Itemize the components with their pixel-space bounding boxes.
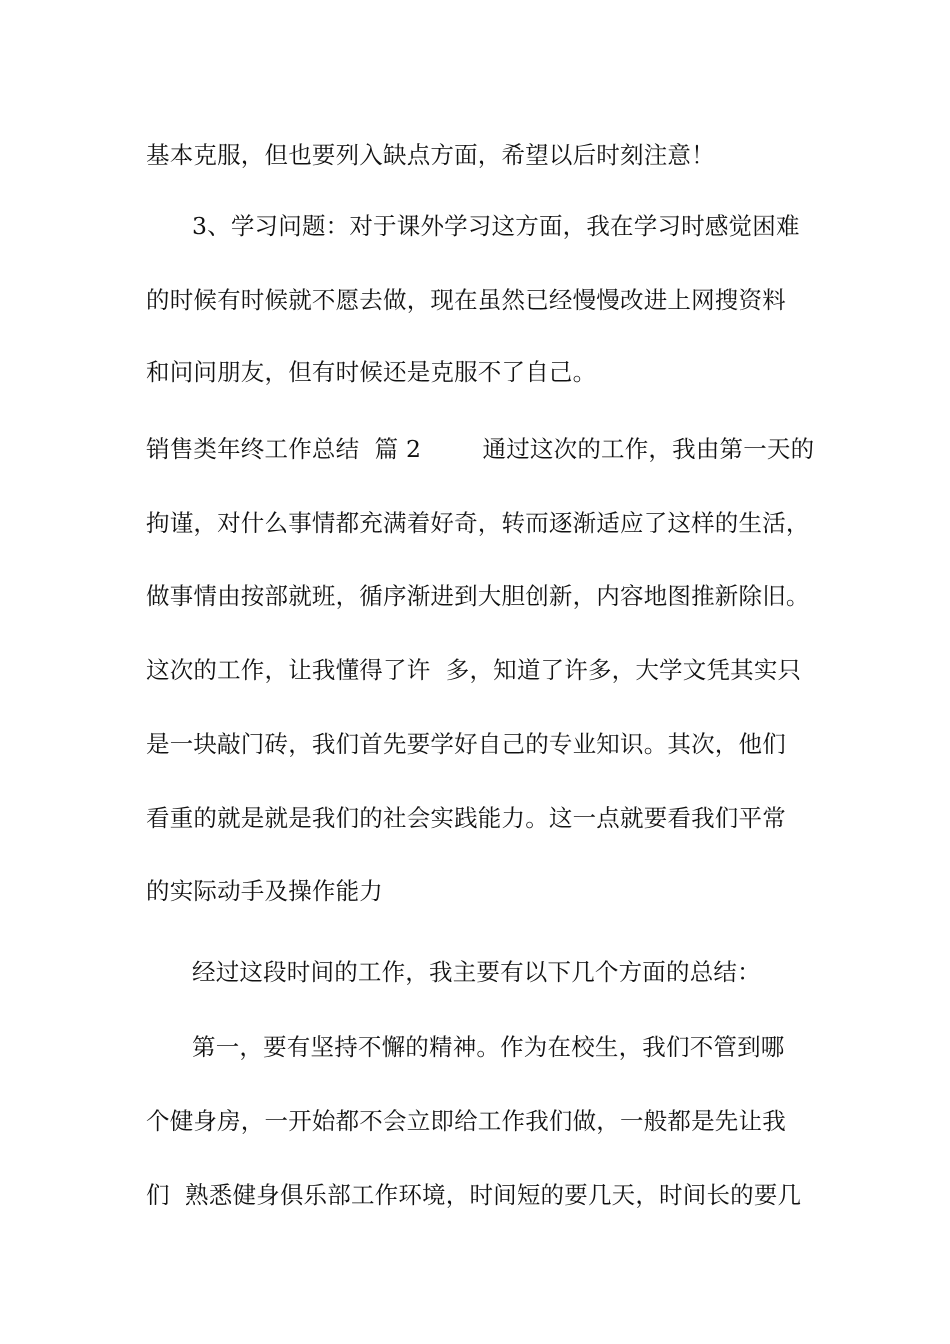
text-line: 这次的工作，让我懂得了许 多，知道了许多，大学文凭其实只 [146, 656, 802, 684]
text-line: 看重的就是就是我们的社会实践能力。这一点就要看我们平常 [146, 804, 786, 832]
text-line: 个健身房，一开始都不会立即给工作我们做，一般都是先让我 [146, 1107, 786, 1135]
text-line: 是一块敲门砖，我们首先要学好自己的专业知识。其次，他们 [146, 730, 786, 758]
text-line: 们 熟悉健身俱乐部工作环境，时间短的要几天，时间长的要几 [146, 1181, 802, 1209]
text-line: 拘谨，对什么事情都充满着好奇，转而逐渐适应了这样的生活， [146, 509, 810, 537]
text-line: 经过这段时间的工作，我主要有以下几个方面的总结： [192, 958, 761, 986]
section-heading-line: 销售类年终工作总结 篇 2 通过这次的工作，我由第一天的 [146, 435, 815, 463]
text-line: 第一，要有坚持不懈的精神。作为在校生，我们不管到哪 [192, 1033, 785, 1061]
text-line: 和问问朋友，但有时候还是克服不了自己。 [146, 358, 597, 386]
text-line: 的实际动手及操作能力 [146, 877, 383, 905]
text-line: 的时候有时候就不愿去做，现在虽然已经慢慢改进上网搜资料 [146, 286, 786, 314]
text-line: 基本克服，但也要列入缺点方面，希望以后时刻注意！ [146, 141, 715, 169]
text-line: 3、学习问题：对于课外学习这方面，我在学习时感觉困难 [192, 212, 800, 240]
text-line: 做事情由按部就班，循序渐进到大胆创新，内容地图推新除旧。 [146, 582, 810, 610]
